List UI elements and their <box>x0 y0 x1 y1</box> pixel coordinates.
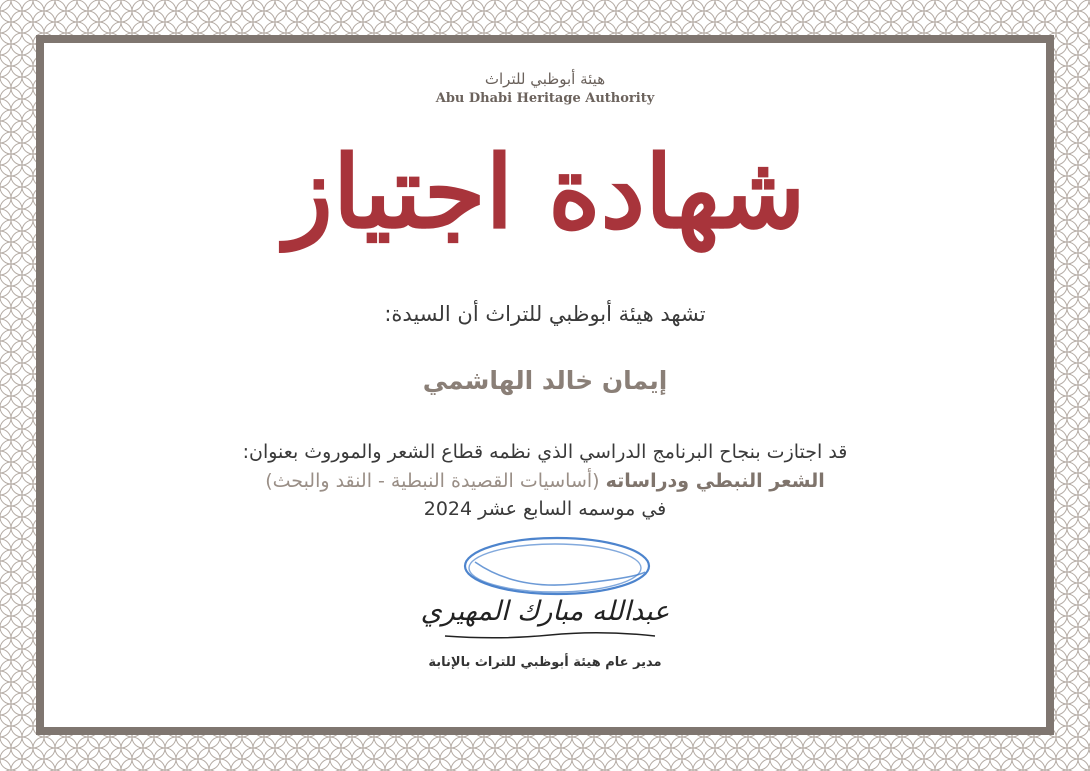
program-name: الشعر النبطي ودراساته <box>605 470 825 492</box>
program-subtitle: (أساسيات القصيدة النبطية - النقد والبحث) <box>265 470 600 492</box>
signature: عبدالله مبارك المهيري <box>420 596 670 627</box>
completion-text: قد اجتازت بنجاح البرنامج الدراسي الذي نظمه قطاع الشعر والموروث بعنوان: <box>242 441 848 463</box>
blue-stamp-mark <box>455 532 660 602</box>
organization-name-english: Abu Dhabi Heritage Authority <box>435 91 655 106</box>
signature-flourish <box>440 630 660 642</box>
recipient-name: إيمان خالد الهاشمي <box>422 366 668 395</box>
organization-name-arabic: هيئة أبوظبي للتراث <box>484 70 606 88</box>
attestation-text: تشهد هيئة أبوظبي للتراث أن السيدة: <box>384 302 706 326</box>
signer-title: مدير عام هيئة أبوظبي للتراث بالإنابة <box>428 655 662 670</box>
certificate-title: شهادة اجتياز <box>284 133 806 251</box>
season-text: في موسمه السابع عشر 2024 <box>423 498 667 520</box>
program-title <box>0 470 1090 492</box>
